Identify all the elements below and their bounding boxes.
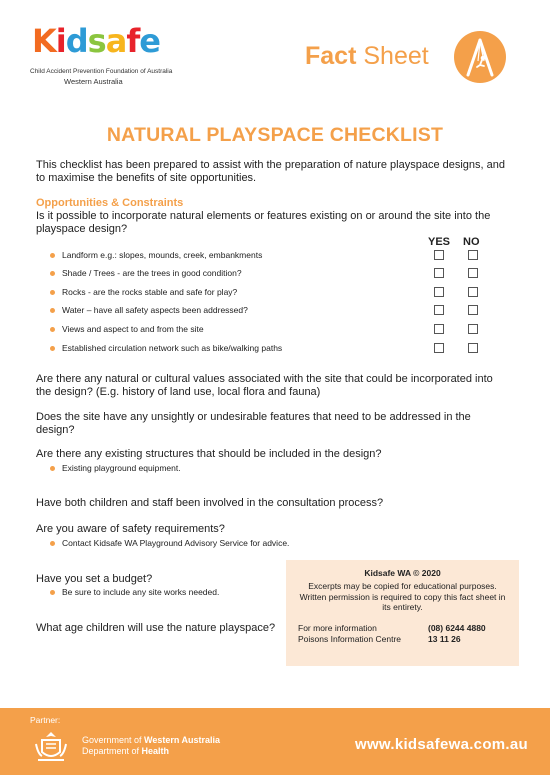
yes-checkbox[interactable] <box>434 287 444 297</box>
no-checkbox[interactable] <box>468 268 478 278</box>
question-consultation: Have both children and staff been involved in the consultation process? <box>36 497 384 509</box>
section-heading: Opportunities & Constraints <box>36 197 184 209</box>
sub-bullet-item <box>50 463 350 475</box>
wa-crest-icon <box>32 728 70 766</box>
yes-checkbox[interactable] <box>434 268 444 278</box>
logo-letter: f <box>126 22 140 60</box>
department-line <box>82 746 169 756</box>
bullet-icon <box>50 541 55 546</box>
logo-tagline: Child Accident Prevention Foundation of Australia <box>30 68 173 75</box>
copyright-title: Kidsafe WA © 2020 <box>364 568 441 578</box>
swing-icon <box>454 31 506 83</box>
checklist-row <box>50 267 490 281</box>
checklist-label: Water – have all safety aspects been addressed? <box>62 305 248 315</box>
question-unsightly-features: Does the site have any unsightly or undesirable features that need to be addressed in the design? <box>36 411 471 436</box>
sub-bullet-label: Be sure to include any site works needed. <box>62 587 220 597</box>
yes-checkbox[interactable] <box>434 250 444 260</box>
checklist-label: Established circulation network such as bike/walking paths <box>62 343 283 353</box>
fact-sheet-heading <box>305 42 429 71</box>
fact-sheet-heading-light: Sheet <box>363 42 429 70</box>
no-checkbox[interactable] <box>468 343 478 353</box>
logo-letter: d <box>65 22 88 60</box>
checklist-row <box>50 304 490 318</box>
copyright-text: Excerpts may be copied for educational purposes. Written permission is required to copy this fact sheet in its entirety. <box>299 581 506 612</box>
sub-bullet-label: Contact Kidsafe WA Playground Advisory Service for advice. <box>62 538 290 548</box>
checklist-label: Rocks - are the rocks stable and safe for play? <box>62 287 238 297</box>
checklist-row <box>50 323 490 337</box>
checklist-label: Landform e.g.: slopes, mounds, creek, embankments <box>62 250 263 260</box>
logo-letter: i <box>55 22 66 60</box>
checklist-label: Views and aspect to and from the site <box>62 324 204 334</box>
no-column-header: NO <box>463 236 480 248</box>
no-checkbox[interactable] <box>468 287 478 297</box>
question-budget: Have you set a budget? <box>36 573 153 585</box>
logo-letter: e <box>139 22 160 60</box>
question-cultural-values: Are there any natural or cultural values associated with the site that could be incorporated into the design? (E.g. history of land use, local flora and fauna) <box>36 373 493 398</box>
partner-label: Partner: <box>30 715 61 725</box>
bullet-icon <box>50 590 55 595</box>
sub-bullet-label: Existing playground equipment. <box>62 463 181 473</box>
no-checkbox[interactable] <box>468 305 478 315</box>
yes-column-header: YES <box>428 236 451 248</box>
no-checkbox[interactable] <box>468 324 478 334</box>
more-info-phone: (08) 6244 4880 <box>428 623 486 633</box>
checklist-row <box>50 249 490 263</box>
no-checkbox[interactable] <box>468 250 478 260</box>
section-question: Is it possible to incorporate natural elements or features existing on or around the site into the playspace design? <box>36 210 491 235</box>
footer <box>0 708 550 775</box>
intro-paragraph: This checklist has been prepared to assist with the preparation of nature playspace designs, and to maximise the benefits of site opportunities. <box>36 159 505 184</box>
fact-sheet-heading-bold: Fact <box>305 42 357 70</box>
question-existing-structures: Are there any existing structures that should be included in the design? <box>36 448 382 460</box>
kidsafe-wordmark <box>32 24 160 58</box>
more-info-label: For more information <box>298 623 377 633</box>
yes-checkbox[interactable] <box>434 343 444 353</box>
question-safety: Are you aware of safety requirements? <box>36 523 225 535</box>
logo-letter: K <box>32 22 56 60</box>
bullet-icon <box>50 290 55 295</box>
info-box <box>286 560 519 666</box>
bullet-icon <box>50 346 55 351</box>
bullet-icon <box>50 466 55 471</box>
page-title: NATURAL PLAYSPACE CHECKLIST <box>106 124 444 146</box>
gov-line1-bold: Western Australia <box>144 735 221 745</box>
checklist-row <box>50 286 490 300</box>
bullet-icon <box>50 271 55 276</box>
gov-line2-bold: Health <box>141 746 170 756</box>
gov-line2-plain: Department of <box>82 746 142 756</box>
government-line <box>82 735 220 745</box>
sub-bullet-item <box>50 538 350 550</box>
logo-region: Western Australia <box>64 77 123 86</box>
bullet-icon <box>50 308 55 313</box>
checklist-label: Shade / Trees - are the trees in good condition? <box>62 268 242 278</box>
yes-checkbox[interactable] <box>434 324 444 334</box>
yes-checkbox[interactable] <box>434 305 444 315</box>
kidsafe-logo <box>22 22 182 88</box>
gov-line1-plain: Government of <box>82 735 145 745</box>
poisons-phone: 13 11 26 <box>428 634 461 644</box>
logo-letter: s <box>87 22 106 60</box>
logo-letter: a <box>105 22 127 60</box>
bullet-icon <box>50 253 55 258</box>
poisons-label: Poisons Information Centre <box>298 634 401 644</box>
website-link[interactable]: www.kidsafewa.com.au <box>355 736 528 753</box>
checklist-row <box>50 342 490 356</box>
question-age: What age children will use the nature playspace? <box>36 622 276 634</box>
bullet-icon <box>50 327 55 332</box>
